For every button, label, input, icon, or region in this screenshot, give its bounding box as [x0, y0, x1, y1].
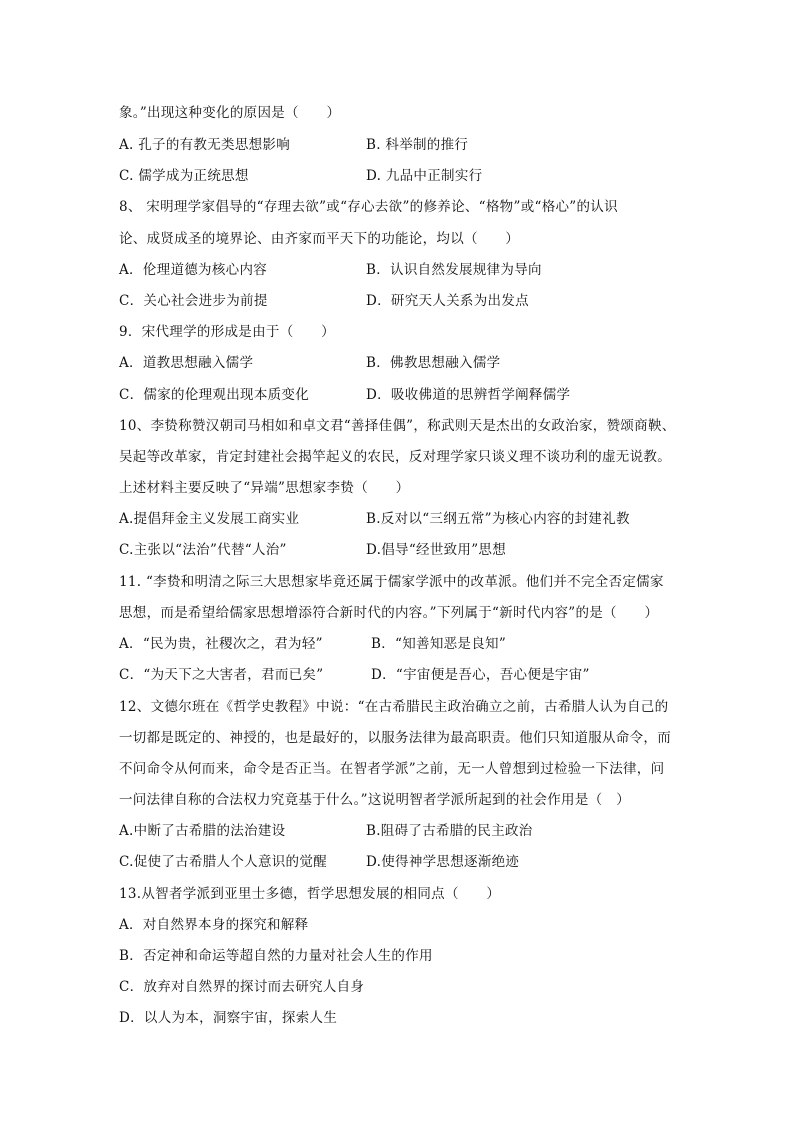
q12-option-c: C.促使了古希腊人个人意识的觉醒	[119, 854, 327, 870]
q12-option-a: A.中断了古希腊的法治建设	[119, 823, 286, 839]
q8-option-a: A．伦理道德为核心内容	[119, 262, 268, 278]
q8-option-b: B．认识自然发展规律为导向	[366, 262, 542, 278]
q11-stem-line-2: 思想，而是希望给儒家思想增添符合新时代的内容。”下列属于“新时代内容”的是（ ）	[119, 605, 659, 621]
q12-stem-line-3: 不问命令从何而来，命令是否正当。在智者学派”之前，无一人曾想到过检验一下法律，问	[119, 761, 665, 777]
q8-stem-line-1: 8、 宋明理学家倡导的“存理去欲”或“存心去欲”的修养论、“格物”或“格心”的认识	[119, 199, 618, 215]
q13-option-d: D．以人为本，洞察宇宙，探索人生	[119, 1010, 338, 1026]
q12-stem-line-2: 一切都是既定的、神授的，也是最好的，以服务法律为最高职责。他们只知道服从命令，而	[119, 730, 671, 746]
q7-option-b: B. 科举制的推行	[366, 137, 469, 153]
q12-option-d: D.使得神学思想逐渐绝迹	[366, 854, 520, 870]
q11-option-c: C．“为天下之大害者，君而已矣”	[119, 667, 324, 683]
q10-stem-line-3: 上述材料主要反映了“异端”思想家李贽（ ）	[119, 480, 410, 496]
q10-option-b: B.反对以“三纲五常”为核心内容的封建礼教	[366, 511, 630, 527]
q7-stem-tail: 象。”出现这种变化的原因是（ ）	[119, 105, 341, 121]
q9-stem: 9．宋代理学的形成是由于（ ）	[119, 324, 335, 340]
q11-option-a: A．“民为贵，社稷次之，君为轻”	[119, 636, 323, 652]
q13-stem: 13.从智者学派到亚里士多德，哲学思想发展的相同点（ ）	[119, 886, 501, 902]
q7-option-c: C. 儒学成为正统思想	[119, 168, 249, 184]
q10-stem-line-1: 10、李贽称赞汉朝司马相如和卓文君“善择佳偶”，称武则天是杰出的女政治家，赞颂商鞅、	[119, 418, 676, 434]
q8-option-d: D．研究天人关系为出发点	[366, 293, 529, 309]
q8-stem-line-2: 论、成贤成圣的境界论、由齐家而平天下的功能论，均以（ ）	[119, 231, 520, 247]
q13-option-a: A．对自然界本身的探究和解释	[119, 917, 309, 933]
q7-option-a: A. 孔子的有教无类思想影响	[119, 137, 291, 153]
q9-option-c: C．儒家的伦理观出现本质变化	[119, 387, 310, 403]
q10-option-a: A.提倡拜金主义发展工商实业	[119, 511, 300, 527]
q10-option-c: C.主张以“法治”代替“人治”	[119, 542, 287, 558]
q11-option-b: B．“知善知恶是良知”	[371, 636, 507, 652]
q13-option-b: B．否定神和命运等超自然的力量对社会人生的作用	[119, 948, 433, 964]
q9-option-a: A．道教思想融入儒学	[119, 355, 254, 371]
q10-stem-line-2: 吴起等改革家，肯定封建社会揭竿起义的农民，反对理学家只谈义理不谈功利的虚无说教。	[119, 449, 671, 465]
q12-stem-line-4: 一问法律自称的合法权力究竟基于什么。”这说明智者学派所起到的社会作用是（ ）	[119, 792, 631, 808]
q13-option-c: C．放弃对自然界的探讨而去研究人自身	[119, 979, 365, 995]
q11-option-d: D．“宇宙便是吾心，吾心便是宇宙”	[371, 667, 590, 683]
q10-option-d: D.倡导“经世致用”思想	[366, 542, 507, 558]
q9-option-d: D．吸收佛道的思辨哲学阐释儒学	[366, 387, 571, 403]
q12-option-b: B.阻碍了古希腊的民主政治	[366, 823, 533, 839]
q8-option-c: C．关心社会进步为前提	[119, 293, 268, 309]
q12-stem-line-1: 12、文德尔班在《哲学史教程》中说：“在古希腊民主政治确立之前，古希腊人认为自己的	[119, 699, 669, 715]
q11-stem-line-1: 11. “李贽和明清之际三大思想家毕竟还属于儒家学派中的改革派。他们并不完全否定儒家	[119, 574, 664, 590]
q9-option-b: B．佛教思想融入儒学	[366, 355, 501, 371]
q7-option-d: D. 九品中正制实行	[366, 168, 483, 184]
